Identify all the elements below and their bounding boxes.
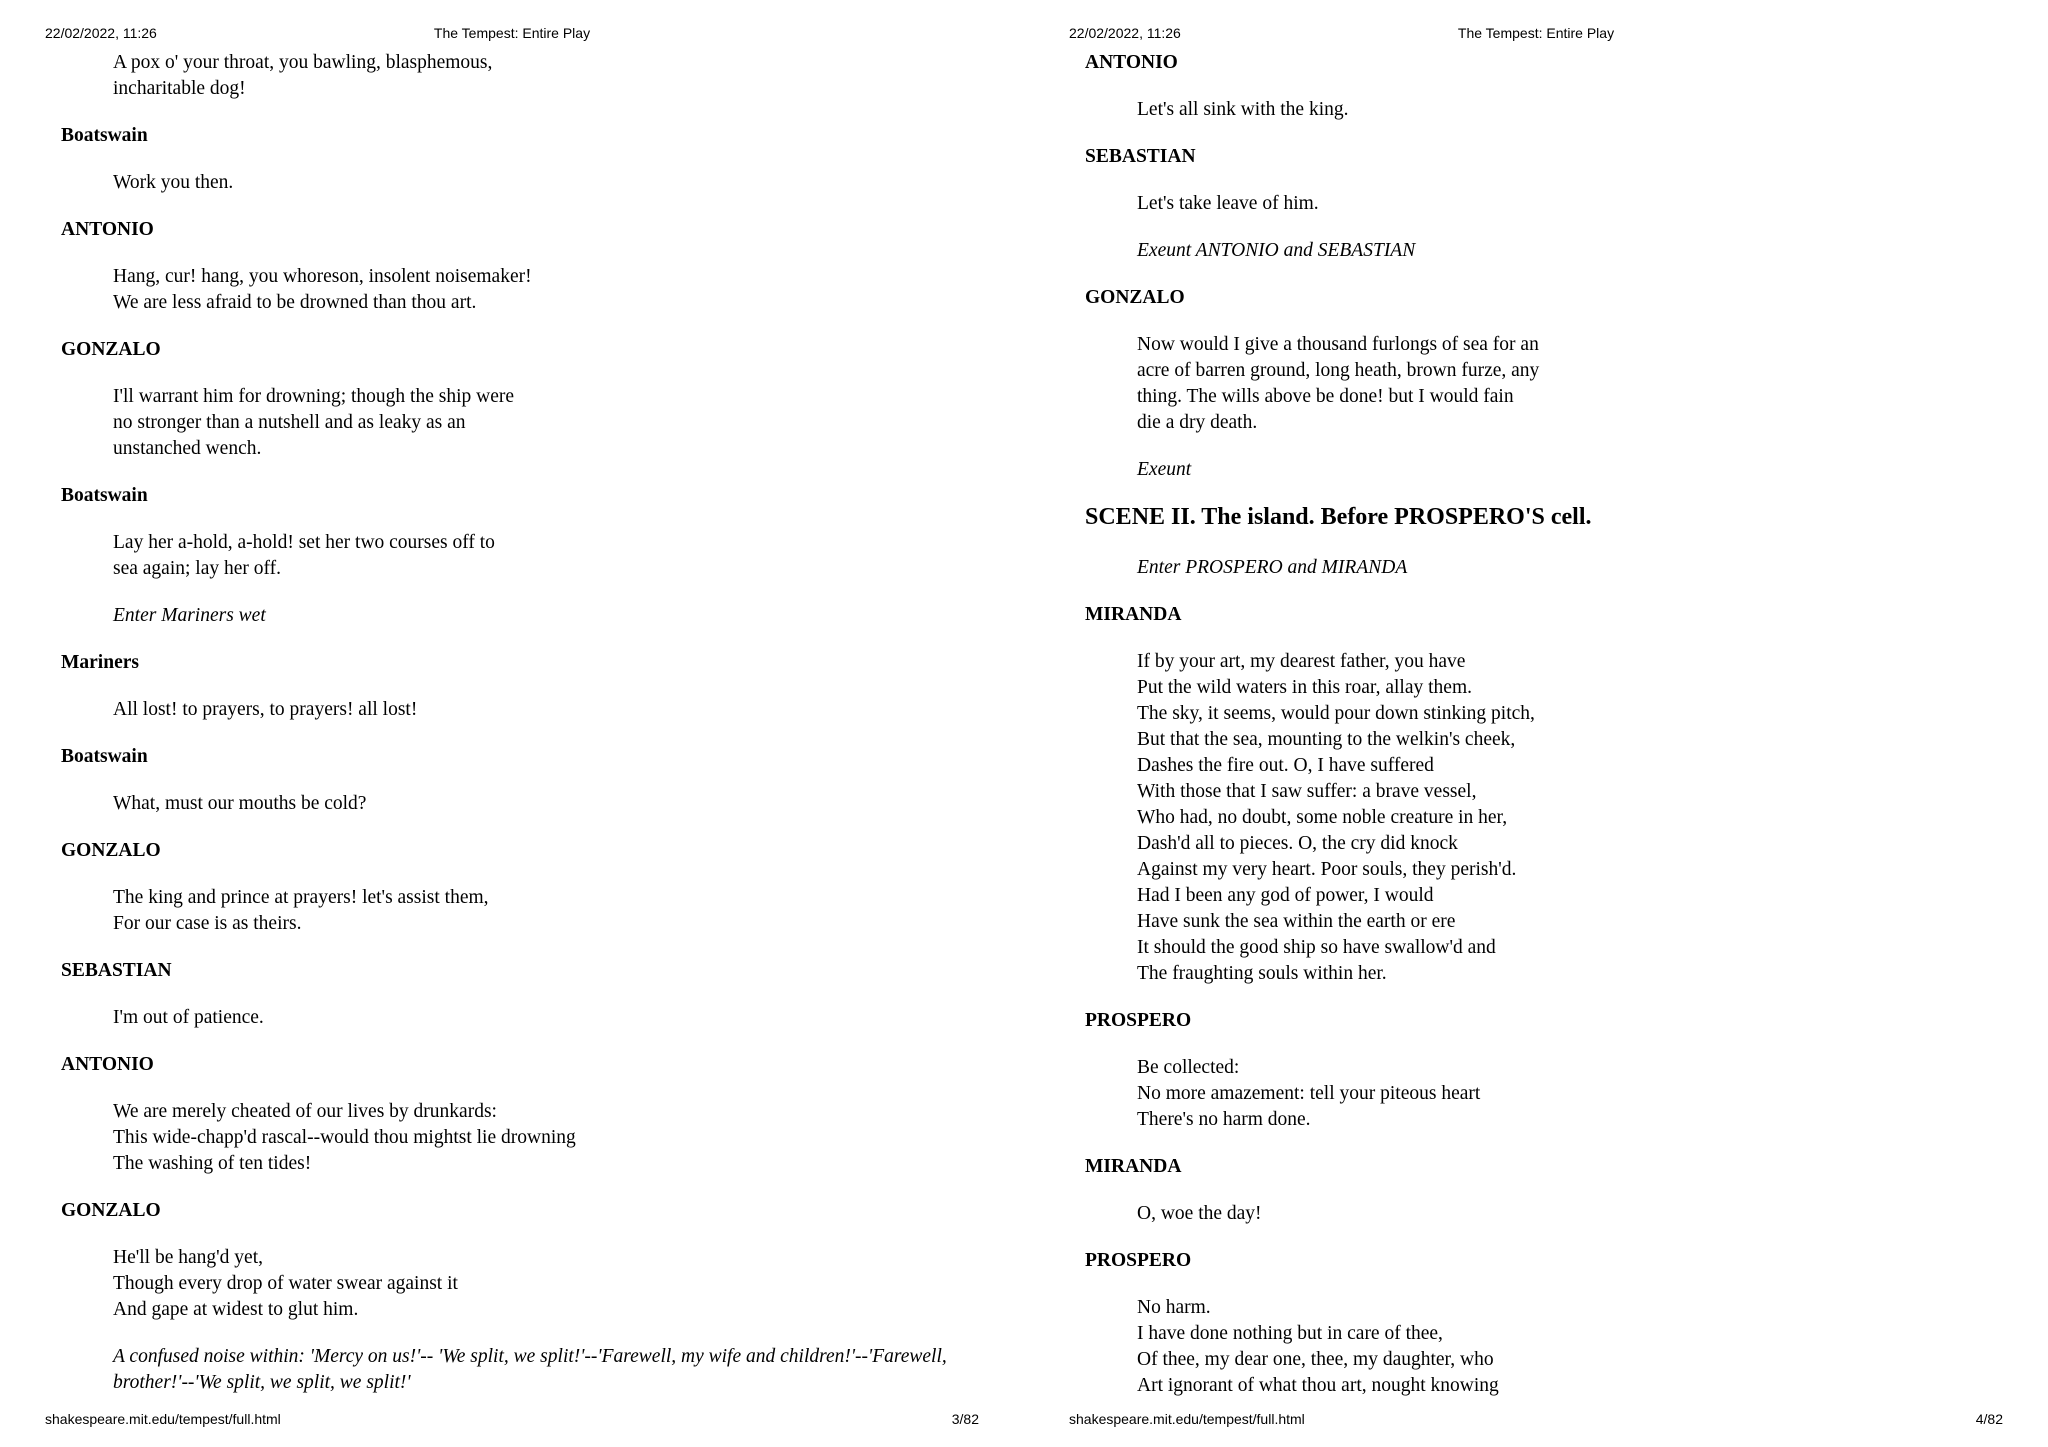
play-text: [1085, 50, 1985, 1420]
verse-line: There's no harm done.: [1137, 1109, 1311, 1130]
verse-line: thing. The wills above be done! but I would fain: [1137, 386, 1514, 407]
play-text: [61, 50, 961, 1417]
verse-line: sea again; lay her off.: [113, 558, 282, 579]
verse-line: Work you then.: [113, 172, 234, 193]
stage-direction: Enter Mariners wet: [113, 605, 266, 626]
speaker-name: SEBASTIAN: [61, 960, 172, 981]
verse-line: Dash'd all to pieces. O, the cry did knock: [1137, 833, 1458, 854]
verse-line: Had I been any god of power, I would: [1137, 885, 1434, 906]
speech-block: [1137, 191, 1985, 217]
verse-line: He'll be hang'd yet,: [113, 1247, 263, 1268]
verse-line: Who had, no doubt, some noble creature in her,: [1137, 807, 1508, 828]
verse-line: unstanched wench.: [113, 438, 262, 459]
verse-line: I'm out of patience.: [113, 1007, 264, 1028]
verse-line: die a dry death.: [1137, 412, 1258, 433]
stage-direction: Exeunt ANTONIO and SEBASTIAN: [1137, 240, 1416, 261]
print-page-right: [1024, 0, 2048, 1447]
page-footer: [1069, 1411, 2003, 1427]
speaker-name: ANTONIO: [61, 1054, 154, 1075]
speech-block: [113, 170, 961, 196]
speech-block: [113, 1245, 961, 1323]
verse-line: Let's all sink with the king.: [1137, 99, 1349, 120]
page-header: [1069, 25, 2003, 41]
speech-block: [113, 1099, 961, 1177]
verse-line: The washing of ten tides!: [113, 1153, 312, 1174]
print-date: 22/02/2022, 11:26: [45, 25, 157, 41]
speech-block: [1137, 332, 1985, 436]
verse-line: I'll warrant him for drowning; though the ship were: [113, 386, 515, 407]
verse-line: No more amazement: tell your piteous heart: [1137, 1083, 1481, 1104]
speaker-name: Boatswain: [61, 485, 148, 506]
verse-line: Against my very heart. Poor souls, they perish'd.: [1137, 859, 1517, 880]
verse-line: What, must our mouths be cold?: [113, 793, 367, 814]
speaker-name: Mariners: [61, 652, 139, 673]
verse-line: All lost! to prayers, to prayers! all lost!: [113, 699, 418, 720]
verse-line: Though every drop of water swear against it: [113, 1273, 458, 1294]
speech-block: [1137, 1201, 1985, 1227]
continued-speech: [113, 50, 961, 102]
verse-line: Hang, cur! hang, you whoreson, insolent noisemaker!: [113, 266, 532, 287]
verse-line: But that the sea, mounting to the welkin's cheek,: [1137, 729, 1516, 750]
verse-line: 'Farewell, brother!'--'We split, we split, we split!': [113, 1346, 947, 1393]
source-url: shakespeare.mit.edu/tempest/full.html: [1069, 1411, 1305, 1427]
verse-line: A confused noise within: 'Mercy on us!'-- 'We split, we split!'--'Farewell, my wife and children!'--: [113, 1346, 869, 1367]
verse-line: This wide-chapp'd rascal--would thou mightst lie drowning: [113, 1127, 576, 1148]
verse-line: For our case is as theirs.: [113, 913, 302, 934]
speech-block: [113, 1005, 961, 1031]
speech-block: [113, 264, 961, 316]
verse-line: Put the wild waters in this roar, allay them.: [1137, 677, 1472, 698]
document-title: The Tempest: Entire Play: [1457, 25, 1615, 41]
speaker-name: ANTONIO: [1085, 52, 1178, 73]
page-footer: [45, 1411, 979, 1427]
document-title: The Tempest: Entire Play: [433, 25, 591, 41]
speaker-name: MIRANDA: [1085, 604, 1182, 625]
verse-line: O, woe the day!: [1137, 1203, 1262, 1224]
page-number: 3/82: [951, 1411, 979, 1427]
verse-line: Be collected:: [1137, 1057, 1240, 1078]
speech-block: [113, 697, 961, 723]
stage-direction: Enter PROSPERO and MIRANDA: [1137, 557, 1408, 578]
verse-line: Of thee, my dear one, thee, my daughter, who: [1137, 1349, 1494, 1370]
page-number: 4/82: [1975, 1411, 2003, 1427]
speech-block: [1137, 1295, 1985, 1399]
speech-block: [1137, 1055, 1985, 1133]
verse-line: I have done nothing but in care of thee,: [1137, 1323, 1443, 1344]
speech-block: [1137, 649, 1985, 987]
speaker-name: MIRANDA: [1085, 1156, 1182, 1177]
verse-line: And gape at widest to glut him.: [113, 1299, 359, 1320]
speaker-name: ANTONIO: [61, 219, 154, 240]
verse-line: We are merely cheated of our lives by drunkards:: [113, 1101, 497, 1122]
speech-block: [113, 791, 961, 817]
stage-direction: Exeunt: [1137, 459, 1192, 480]
verse-line: Art ignorant of what thou art, nought knowing: [1137, 1375, 1499, 1396]
source-url: shakespeare.mit.edu/tempest/full.html: [45, 1411, 281, 1427]
speaker-name: GONZALO: [61, 1200, 161, 1221]
verse-line: Let's take leave of him.: [1137, 193, 1319, 214]
speaker-name: GONZALO: [1085, 287, 1185, 308]
print-date: 22/02/2022, 11:26: [1069, 25, 1181, 41]
verse-line: The fraughting souls within her.: [1137, 963, 1387, 984]
verse-line: No harm.: [1137, 1297, 1211, 1318]
verse-line: A pox o' your throat, you bawling, blasphemous,: [113, 52, 493, 73]
verse-line: With those that I saw suffer: a brave vessel,: [1137, 781, 1477, 802]
speaker-name: SEBASTIAN: [1085, 146, 1196, 167]
speaker-name: Boatswain: [61, 746, 148, 767]
verse-line: incharitable dog!: [113, 78, 246, 99]
speaker-name: PROSPERO: [1085, 1250, 1192, 1271]
verse-line: It should the good ship so have swallow'd and: [1137, 937, 1496, 958]
speaker-name: Boatswain: [61, 125, 148, 146]
speaker-name: PROSPERO: [1085, 1010, 1192, 1031]
stage-direction: [113, 1344, 961, 1396]
speech-block: [113, 885, 961, 937]
verse-line: The king and prince at prayers! let's assist them,: [113, 887, 489, 908]
verse-line: Now would I give a thousand furlongs of sea for an: [1137, 334, 1539, 355]
speech-block: [113, 384, 961, 462]
verse-line: no stronger than a nutshell and as leaky as an: [113, 412, 466, 433]
page-header: [45, 25, 979, 41]
verse-line: Dashes the fire out. O, I have suffered: [1137, 755, 1434, 776]
verse-line: The sky, it seems, would pour down stinking pitch,: [1137, 703, 1535, 724]
verse-line: Lay her a-hold, a-hold! set her two courses off to: [113, 532, 495, 553]
speaker-name: GONZALO: [61, 840, 161, 861]
verse-line: We are less afraid to be drowned than thou art.: [113, 292, 477, 313]
scene-heading: SCENE II. The island. Before PROSPERO'S cell.: [1085, 504, 1592, 530]
speech-block: [113, 530, 961, 582]
verse-line: If by your art, my dearest father, you have: [1137, 651, 1466, 672]
speech-block: [1137, 97, 1985, 123]
verse-line: acre of barren ground, long heath, brown furze, any: [1137, 360, 1540, 381]
verse-line: Have sunk the sea within the earth or ere: [1137, 911, 1456, 932]
speaker-name: GONZALO: [61, 339, 161, 360]
